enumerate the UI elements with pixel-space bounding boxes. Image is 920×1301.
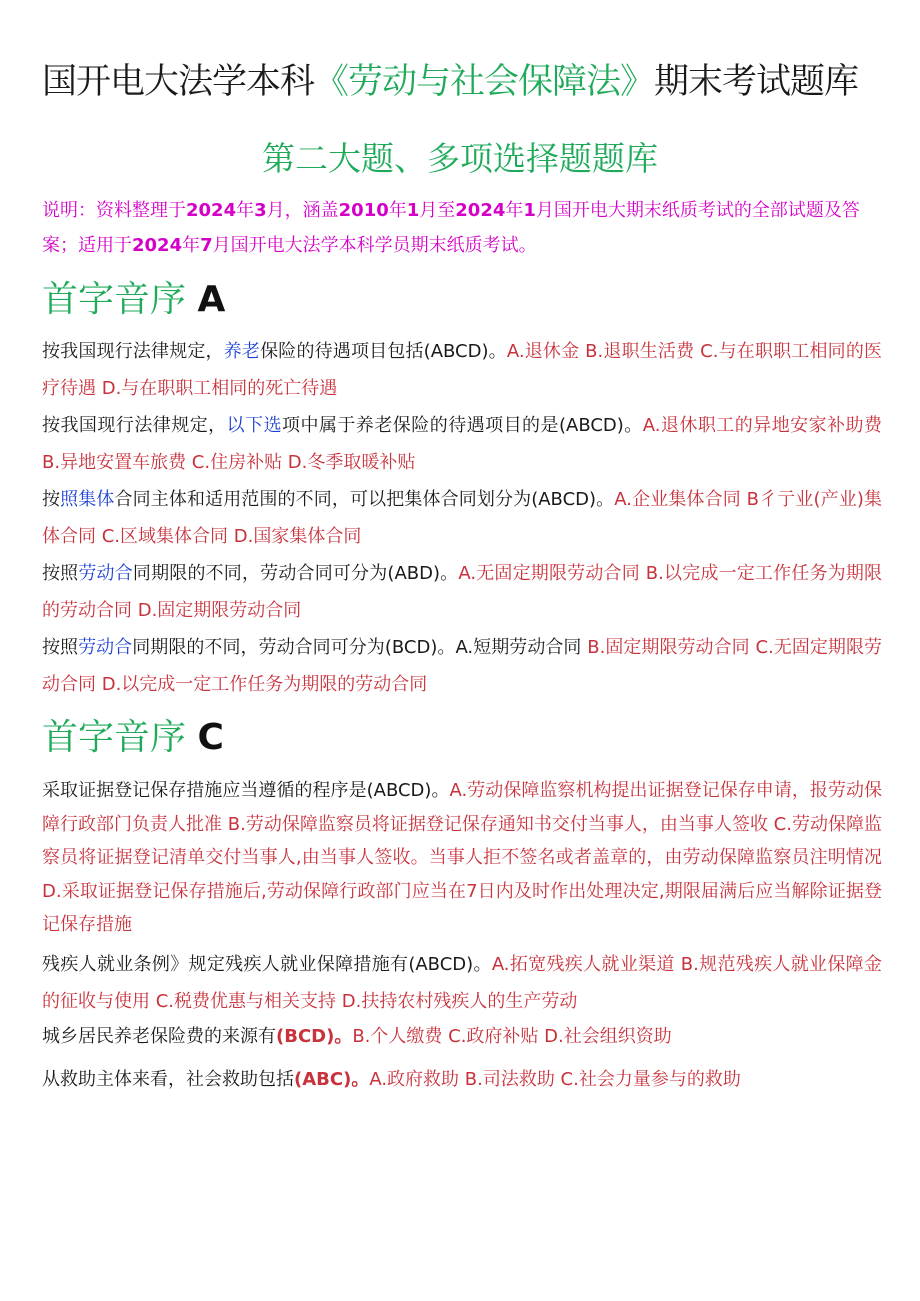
question-answer-key: (ABC)。 (294, 1069, 370, 1090)
question-answer: B.个人缴费 C.政府补贴 D.社会组织资助 (352, 1026, 672, 1047)
description-note (42, 193, 884, 263)
question-answer: A.退休职工的异地安家补助费 B.异地安置车旅费 C.住房补贴 D.冬季取暖补贴 (42, 415, 883, 473)
question-text: 按照 (42, 563, 79, 584)
question-text: 残疾人就业条例》规定残疾人就业保障措施有(ABCD)。 (42, 954, 492, 975)
question-text: 采取证据登记保存措施应当遵循的程序是(ABCD)。 (42, 780, 450, 801)
note-text: 月国开电大期末纸质考试的全部试题及答案；适用于 (42, 200, 860, 256)
note-text: 月国开电大法学本科学员期末纸质考试。 (212, 235, 537, 256)
question-answer: A.拓宽残疾人就业渠道 B.规范残疾人就业保障金的征收与使用 C.税费优惠与相关支持 D.扶持农村残疾人的生产劳动 (42, 954, 882, 1012)
question-answer: B.固定期限劳动合同 C.无固定期限劳动合同 D.以完成一定工作任务为期限的劳动合同 (42, 637, 883, 695)
section-title: 第二大题、多项选择题题库 (262, 139, 658, 178)
question-text: 同期限的不同，劳动合同可分为(BCD)。 (132, 637, 456, 658)
index-heading-c (42, 714, 224, 762)
note-year: 2024 (186, 200, 237, 221)
note-year: 2010 (338, 200, 389, 221)
note-text: 月至 (419, 200, 456, 221)
note-month: 1 (406, 200, 420, 221)
question-text: 保险的待遇项目包括(ABCD)。 (260, 341, 507, 362)
question-text: 项中属于养老保险的待遇项目的是(ABCD)。 (282, 415, 643, 436)
note-year: 2024 (132, 235, 183, 256)
question-item (42, 333, 882, 407)
note-text: 说明：资料整理于 (42, 200, 186, 221)
question-highlight: 养老 (223, 341, 261, 362)
question-item (42, 946, 882, 1020)
question-answer: A.劳动保障监察机构提出证据登记保存申请，报劳动保障行政部门负责人批准 B.劳动保障监察员将证据登记保存通知书交付当事人，由当事人签收 C.劳动保障监察员将证据登记清单交付当事人,由当事人签收。当事人拒不签名或者盖章的，由劳动保障监察员注明情况 D.采取证据登记保存措施后,劳动保障行政部门应当在7日内及时作出处理决定,期限届满后应当解除证据登记保存措施 (42, 780, 882, 935)
question-text: 城乡居民养老保险费的来源有 (42, 1026, 276, 1047)
note-text: 年 (182, 235, 201, 256)
question-item (42, 555, 882, 629)
note-month: 3 (254, 200, 267, 221)
title-prefix: 国开电大法学本科 (42, 62, 315, 102)
question-text: 按照 (42, 637, 79, 658)
question-highlight: 照集体 (60, 489, 115, 510)
question-highlight: 劳动合 (78, 637, 133, 658)
question-highlight: 以下选 (226, 415, 283, 436)
question-answer: A.政府救助 B.司法救助 C.社会力量参与的救助 (369, 1069, 741, 1090)
question-item (42, 629, 882, 703)
question-text: 按我国现行法律规定， (42, 415, 227, 436)
heading-letter: A (197, 279, 226, 320)
note-year: 2024 (455, 200, 506, 221)
question-text: 从救助主体来看，社会救助包括 (42, 1069, 294, 1090)
note-month: 7 (200, 235, 213, 256)
question-item (42, 407, 882, 481)
question-answer-key: (BCD)。 (276, 1026, 353, 1047)
document-title (42, 56, 902, 108)
index-heading-a (42, 276, 225, 324)
note-text: 年 (236, 200, 255, 221)
title-book-name: 《劳动与社会保障法》 (314, 62, 655, 102)
question-item (42, 481, 882, 555)
question-answer: A.企业集体合同 B彳亍业(产业)集体合同 C.区域集体合同 D.国家集体合同 (42, 489, 882, 547)
note-text: 年 (388, 200, 407, 221)
heading-text: 首字音序 (42, 717, 187, 758)
note-text: 年 (505, 200, 524, 221)
question-text: 合同主体和适用范围的不同，可以把集体合同划分为(ABCD)。 (114, 489, 615, 510)
question-option: A.短期劳动合同 (455, 637, 588, 658)
question-text: 同期限的不同，劳动合同可分为(ABD)。 (132, 563, 459, 584)
question-answer: A.无固定期限劳动合同 B.以完成一定工作任务为期限的劳动合同 D.固定期限劳动合同 (42, 563, 883, 621)
note-text: 月，涵盖 (266, 200, 339, 221)
question-text: 按我国现行法律规定， (42, 341, 224, 362)
question-text: 按 (42, 489, 61, 510)
note-month: 1 (523, 200, 536, 221)
title-suffix: 期末考试题库 (654, 62, 859, 102)
question-highlight: 劳动合 (78, 563, 133, 584)
heading-text: 首字音序 (42, 279, 187, 320)
heading-letter: C (197, 717, 224, 758)
question-item (42, 1061, 882, 1098)
question-item (42, 774, 882, 942)
question-item (42, 1018, 882, 1055)
question-answer: A.退休金 B.退职生活费 C.与在职职工相同的医疗待遇 D.与在职职工相同的死亡待遇 (42, 341, 883, 399)
